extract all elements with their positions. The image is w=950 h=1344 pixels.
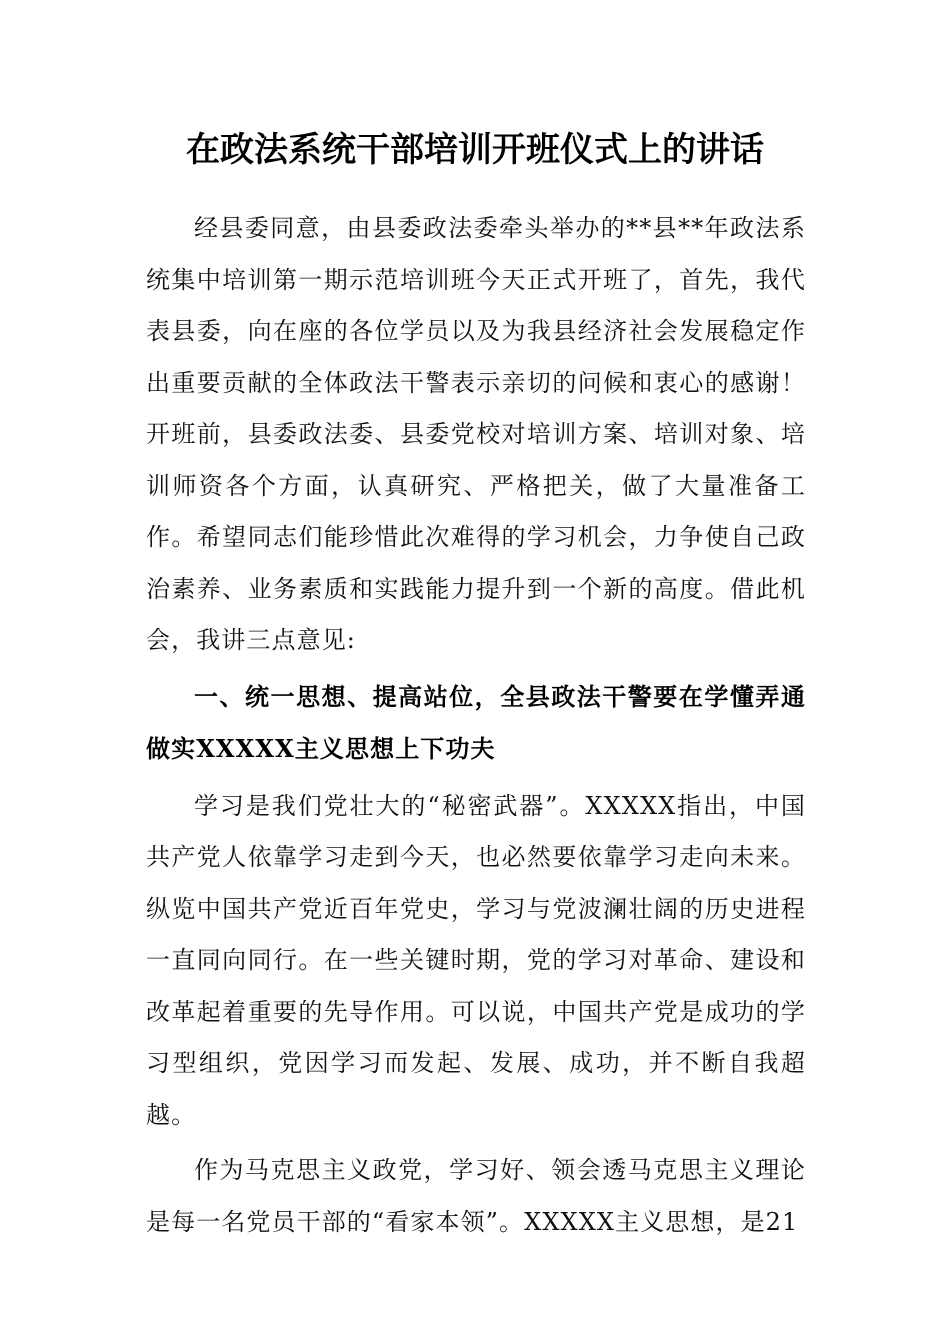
document-body (146, 203, 806, 1248)
paragraph-intro: 经县委同意，由县委政法委牵头举办的**县**年政法系统集中培训第一期示范培训班今天正式开班了，首先，我代表县委，向在座的各位学员以及为我县经济社会发展稳定作出重要贡献的全体政法干警表示亲切的问候和衷心的感谢！开班前，县委政法委、县委党校对培训方案、培训对象、培训师资各个方面，认真研究、严格把关，做了大量准备工作。希望同志们能珍惜此次难得的学习机会，力争使自己政治素养、业务素质和实践能力提升到一个新的高度。借此机会，我讲三点意见: (146, 214, 806, 654)
paragraph-learning: 学习是我们党壮大的“秘密武器”。XXXXX指出，中国共产党人依靠学习走到今天，也必然要依靠学习走向未来。纵览中国共产党近百年党史，学习与党波澜壮阔的历史进程一直同向同行。在一些关键时期，党的学习对革命、建设和改革起着重要的先导作用。可以说，中国共产党是成功的学习型组织，党因学习而发起、发展、成功，并不断自我超越。 (146, 791, 806, 1129)
section-heading-1: 一、统一思想、提高站位，全县政法干警要在学懂弄通做实XXXXX主义思想上下功夫 (146, 681, 806, 763)
paragraph-marxism: 作为马克思主义政党，学习好、领会透马克思主义理论是每一名党员干部的“看家本领”。XXXXX主义思想，是21 (146, 1156, 806, 1236)
document-title: 在政法系统干部培训开班仪式上的讲话 (186, 130, 764, 170)
